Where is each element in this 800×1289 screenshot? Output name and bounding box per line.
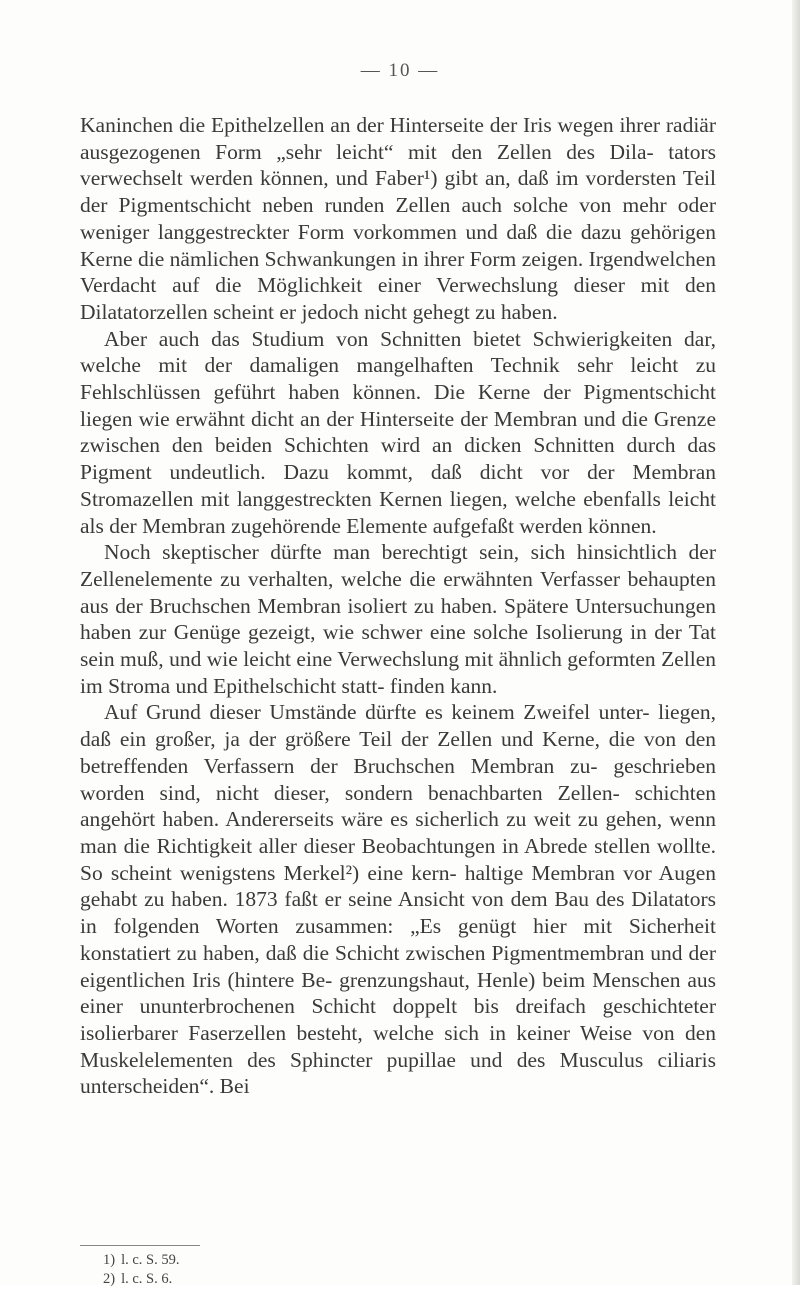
footnote-divider [80,1245,200,1246]
page-edge [792,0,800,1285]
paragraph-1: Kaninchen die Epithelzellen an der Hinterseite der Iris wegen ihrer radiär ausgezogenen Form „sehr leicht“ mit den Zellen des Dila- tators verwechselt werden können, und Faber¹) gibt an, daß im vordersten Teil der Pigmentschicht neben runden Zellen auch solche von mehr oder weniger langgestreckter Form vorkommen und daß die dazu gehörigen Kerne die nämlichen Schwankungen in ihrer Form zeigen. Irgendwelchen Verdacht auf die Möglichkeit einer Verwechslung dieser mit den Dilatatorzellen scheint er jedoch nicht gehegt zu haben. [80,113,716,324]
paragraph-4: Auf Grund dieser Umstände dürfte es keinem Zweifel unter- liegen, daß ein großer, ja der größere Teil der Zellen und Kerne, die von den betreffenden Verfassern der Bruchschen Membran zu- geschrieben worden sind, nicht dieser, sondern benachbarten Zellen- schichten angehört haben. Andererseits wäre es sicherlich zu weit zu gehen, wenn man die Richtigkeit aller dieser Beobachtungen in Abrede stellen wollte. So scheint wenigstens Merkel²) eine kern- haltige Membran vor Augen gehabt zu haben. 1873 faßt er seine Ansicht von dem Bau des Dilatators in folgenden Worten zusammen: „Es genügt hier mit Sicherheit konstatiert zu haben, daß die Schicht zwischen Pigmentmembran und der eigentlichen Iris (hintere Be- grenzungshaut, Henle) beim Menschen aus einer ununterbrochenen Schicht doppelt bis dreifach geschichteter isolierbarer Faserzellen besteht, welche sich in keiner Weise von den Muskelelementen des Sphincter pupillae und des Musculus ciliaris unterscheiden“. Bei [80,700,716,1099]
footnote-2 [103,1270,403,1289]
footnote-marker: 2) [103,1271,116,1287]
paragraph-3: Noch skeptischer dürfte man berechtigt sein, sich hinsichtlich der Zellenelemente zu verhalten, welche die erwähnten Verfasser behaupten aus der Bruchschen Membran isoliert zu haben. Spätere Untersuchungen haben zur Genüge gezeigt, wie schwer eine solche Isolierung in der Tat sein muß, und wie leicht eine Verwechslung mit ähnlich geformten Zellen im Stroma und Epithelschicht statt- finden kann. [80,540,716,698]
footnotes [103,1251,403,1289]
footnote-marker: 1) [103,1252,116,1268]
page-number: — 10 — [360,60,440,81]
footnote-1 [103,1251,403,1270]
paragraph-2: Aber auch das Studium von Schnitten bietet Schwierigkeiten dar, welche mit der damaligen mangelhaften Technik sehr leicht zu Fehlschlüssen geführt haben können. Die Kerne der Pigmentschicht liegen wie erwähnt dicht an der Hinterseite der Membran und die Grenze zwischen den beiden Schichten wird an dicken Schnitten durch das Pigment undeutlich. Dazu kommt, daß dicht vor der Membran Stromazellen mit langgestreckten Kernen liegen, welche ebenfalls leicht als der Membran zugehörende Elemente aufgefaßt werden können. [80,326,716,538]
footnote-text: l. c. S. 6. [121,1271,173,1287]
body-text [80,112,716,1100]
footnote-text: l. c. S. 59. [121,1252,180,1268]
